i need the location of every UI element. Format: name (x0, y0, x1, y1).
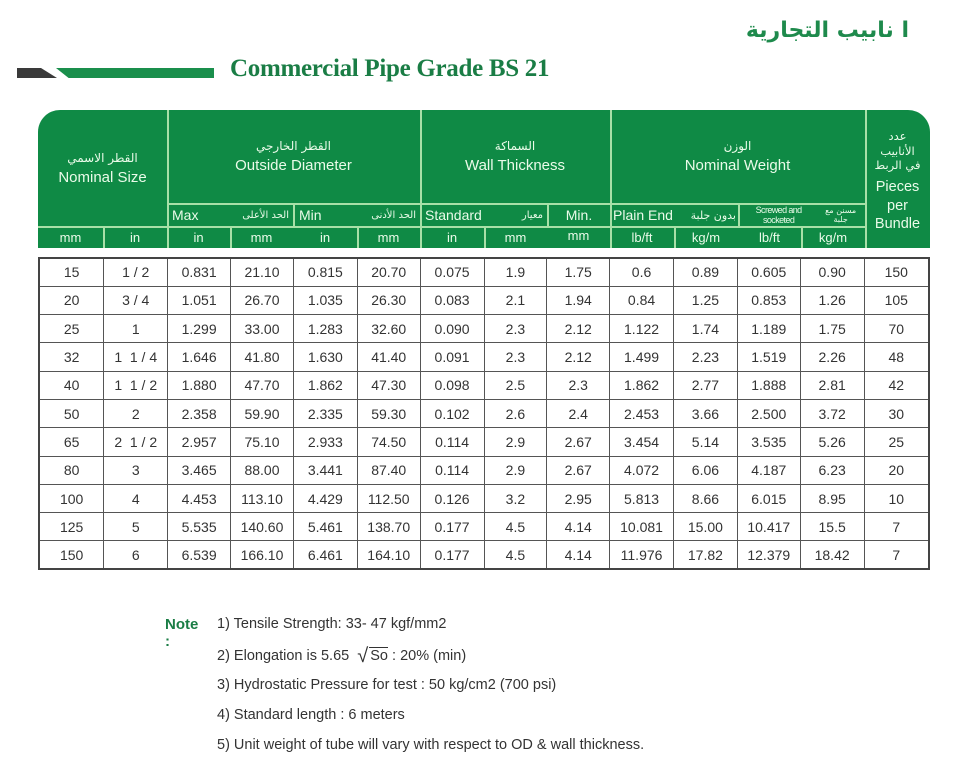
table-row (39, 513, 929, 541)
table-cell: 3.66 (673, 399, 737, 427)
table-cell: 0.126 (420, 484, 484, 512)
table-cell: 0.6 (610, 258, 674, 286)
note-item-1: 1) Tensile Strength: 33- 47 kgf/mm2 (217, 616, 447, 632)
table-cell: 0.84 (610, 286, 674, 314)
table-cell: 0.091 (420, 343, 484, 371)
table-cell: 3.535 (737, 428, 800, 456)
table-cell: 150 (864, 258, 929, 286)
table-cell: 0.083 (420, 286, 484, 314)
table-cell: 1.880 (168, 371, 231, 399)
table-cell: 80 (39, 456, 104, 484)
unit-min-mm: mm (377, 230, 400, 245)
table-cell: 2.81 (800, 371, 864, 399)
table-cell: 2.67 (547, 456, 610, 484)
table-cell: 47.30 (357, 371, 420, 399)
pieces-ar: عدد الأنابيب في الربط (874, 129, 921, 172)
table-cell: 10 (864, 484, 929, 512)
table-cell: 6.539 (168, 541, 231, 569)
table-cell: 0.90 (800, 258, 864, 286)
table-cell: 3.454 (610, 428, 674, 456)
table-cell: 164.10 (357, 541, 420, 569)
table-cell: 0.831 (168, 258, 231, 286)
table-cell: 112.50 (357, 484, 420, 512)
table-cell: 0.177 (420, 513, 484, 541)
unit-nominal-mm: mm (59, 230, 82, 245)
table-cell: 33.00 (231, 315, 294, 343)
nominal-weight-ar: الوزن (723, 139, 752, 153)
pipe-spec-table (38, 257, 930, 570)
plain-end-ar: بدون جلبة (690, 208, 736, 222)
table-cell: 1.888 (737, 371, 800, 399)
table-cell: 3.72 (800, 399, 864, 427)
table-cell: 10.081 (610, 513, 674, 541)
table-cell: 40 (39, 371, 104, 399)
table-cell: 20 (39, 286, 104, 314)
table-row (39, 315, 929, 343)
table-cell: 2.1 (484, 286, 547, 314)
table-cell: 32.60 (357, 315, 420, 343)
note-item-5: 5) Unit weight of tube will vary with respect to OD & wall thickness. (217, 737, 645, 753)
table-cell: 2.933 (293, 428, 357, 456)
table-cell: 125 (39, 513, 104, 541)
table-cell: 140.60 (231, 513, 294, 541)
header-nominal-size (38, 110, 167, 226)
table-cell: 41.40 (357, 343, 420, 371)
subheader-plain-end (611, 204, 738, 226)
table-cell: 0.114 (420, 456, 484, 484)
table-cell: 1.035 (293, 286, 357, 314)
table-cell: 7 (864, 513, 929, 541)
table-cell: 88.00 (231, 456, 294, 484)
table-cell: 2.12 (547, 315, 610, 343)
table-cell: 5 (104, 513, 168, 541)
table-cell: 65 (39, 428, 104, 456)
table-row (39, 258, 929, 286)
table-cell: 42 (864, 371, 929, 399)
table-cell: 2.6 (484, 399, 547, 427)
table-cell: 3.441 (293, 456, 357, 484)
table-cell: 11.976 (610, 541, 674, 569)
screwed-en: Screwed and socketed (755, 205, 802, 225)
table-cell: 4.14 (547, 513, 610, 541)
table-cell: 48 (864, 343, 929, 371)
table-cell: 5.14 (673, 428, 737, 456)
table-cell: 0.102 (420, 399, 484, 427)
table-cell: 2.4 (547, 399, 610, 427)
table-cell: 2.453 (610, 399, 674, 427)
table-cell: 2.67 (547, 428, 610, 456)
note-item-4: 4) Standard length : 6 meters (217, 707, 405, 723)
table-cell: 0.89 (673, 258, 737, 286)
table-cell: 1 (104, 315, 168, 343)
subheader-min-thickness: Min. (565, 207, 593, 223)
table-cell: 1.94 (547, 286, 610, 314)
table-cell: 6.461 (293, 541, 357, 569)
table-cell: 2.12 (547, 343, 610, 371)
table-row (39, 343, 929, 371)
table-cell: 0.098 (420, 371, 484, 399)
table-row (39, 541, 929, 569)
max-en: Max (172, 207, 199, 223)
table-cell: 150 (39, 541, 104, 569)
table-cell: 6 (104, 541, 168, 569)
decorative-green-bar (56, 68, 214, 78)
table-cell: 26.30 (357, 286, 420, 314)
unit-nominal-in: in (129, 230, 141, 245)
table-cell: 59.90 (231, 399, 294, 427)
table-cell: 5.26 (800, 428, 864, 456)
table-cell: 20 (864, 456, 929, 484)
table-cell: 2.26 (800, 343, 864, 371)
table-cell: 1.862 (610, 371, 674, 399)
table-cell: 100 (39, 484, 104, 512)
table-cell: 3 / 4 (104, 286, 168, 314)
table-cell: 1.26 (800, 286, 864, 314)
table-cell: 0.815 (293, 258, 357, 286)
wall-thickness-ar: السماكة (494, 139, 536, 153)
table-cell: 4.14 (547, 541, 610, 569)
table-cell: 8.66 (673, 484, 737, 512)
sqrt-symbol (359, 648, 388, 664)
table-cell: 15.00 (673, 513, 737, 541)
table-cell: 2.3 (547, 371, 610, 399)
unit-standard-mm: mm (504, 230, 527, 245)
table-cell: 21.10 (231, 258, 294, 286)
table-cell: 113.10 (231, 484, 294, 512)
arabic-title: ا نابيب التجارية (745, 18, 909, 43)
subheader-standard (421, 204, 547, 226)
table-cell: 4.072 (610, 456, 674, 484)
table-cell: 2.95 (547, 484, 610, 512)
table-cell: 15 (39, 258, 104, 286)
table-cell: 6.06 (673, 456, 737, 484)
table-cell: 74.50 (357, 428, 420, 456)
table-cell: 3.465 (168, 456, 231, 484)
table-cell: 10.417 (737, 513, 800, 541)
unit-standard-in: in (446, 230, 458, 245)
table-cell: 5.535 (168, 513, 231, 541)
table-cell: 32 (39, 343, 104, 371)
table-cell: 1.299 (168, 315, 231, 343)
table-cell: 0.177 (420, 541, 484, 569)
table-cell: 2.358 (168, 399, 231, 427)
unit-max-in: in (193, 230, 204, 245)
table-cell: 41.80 (231, 343, 294, 371)
table-cell: 59.30 (357, 399, 420, 427)
table-cell: 1.283 (293, 315, 357, 343)
subheader-screwed (739, 204, 865, 226)
subheader-min (295, 204, 420, 226)
table-cell: 2.3 (484, 315, 547, 343)
table-row (39, 428, 929, 456)
table-cell: 3 (104, 456, 168, 484)
table-cell: 4 (104, 484, 168, 512)
table-cell: 0.853 (737, 286, 800, 314)
table-cell: 1.9 (484, 258, 547, 286)
nominal-size-ar: القطر الاسمي (67, 150, 138, 165)
nominal-weight-en: Nominal Weight (684, 157, 791, 174)
table-cell: 1.74 (673, 315, 737, 343)
table-cell: 12.379 (737, 541, 800, 569)
table-cell: 1.122 (610, 315, 674, 343)
table-cell: 2.5 (484, 371, 547, 399)
table-cell: 0.090 (420, 315, 484, 343)
table-cell: 2.957 (168, 428, 231, 456)
unit-min-mm-thickness: mm (567, 228, 590, 243)
table-row (39, 286, 929, 314)
table-cell: 2 (104, 399, 168, 427)
table-cell: 26.70 (231, 286, 294, 314)
table-cell: 1.499 (610, 343, 674, 371)
table-cell: 1 1 / 2 (104, 371, 168, 399)
table-cell: 5.813 (610, 484, 674, 512)
note-item-2 (217, 648, 466, 664)
outside-diameter-ar: القطر الخارجي (256, 139, 331, 153)
table-cell: 1.189 (737, 315, 800, 343)
screwed-ar: مسنن مع جلبة (825, 206, 857, 224)
table-cell: 4.5 (484, 513, 547, 541)
standard-en: Standard (425, 207, 482, 223)
min-ar: الحد الأدنى (371, 209, 416, 221)
table-cell: 0.605 (737, 258, 800, 286)
table-cell: 15.5 (800, 513, 864, 541)
subheader-max (168, 204, 293, 226)
table-cell: 87.40 (357, 456, 420, 484)
page-title: Commercial Pipe Grade BS 21 (230, 55, 550, 82)
table-cell: 47.70 (231, 371, 294, 399)
wall-thickness-en: Wall Thickness (464, 157, 566, 174)
header-wall-thickness (420, 110, 610, 203)
table-row (39, 371, 929, 399)
table-cell: 25 (39, 315, 104, 343)
table-cell: 2.77 (673, 371, 737, 399)
plain-end-en: Plain End (613, 207, 673, 223)
table-cell: 2.9 (484, 456, 547, 484)
table-cell: 0.075 (420, 258, 484, 286)
table-row (39, 399, 929, 427)
table-cell: 2 1 / 2 (104, 428, 168, 456)
table-cell: 30 (864, 399, 929, 427)
unit-plain-kgm: kg/m (691, 230, 721, 245)
table-cell: 0.114 (420, 428, 484, 456)
note-item-2-text: 2) Elongation is 5.65 (217, 648, 350, 664)
table-cell: 20.70 (357, 258, 420, 286)
table-cell: 138.70 (357, 513, 420, 541)
table-cell: 1.862 (293, 371, 357, 399)
table-cell: 75.10 (231, 428, 294, 456)
table-cell: 2.9 (484, 428, 547, 456)
note-label: Note : (165, 616, 199, 650)
outside-diameter-en: Outside Diameter (235, 157, 352, 174)
sqrt-operand: So (370, 648, 388, 664)
unit-min-in: in (319, 230, 331, 245)
table-cell: 105 (864, 286, 929, 314)
table-cell: 1.646 (168, 343, 231, 371)
table-cell: 4.5 (484, 541, 547, 569)
table-cell: 18.42 (800, 541, 864, 569)
table-cell: 1.75 (800, 315, 864, 343)
table-cell: 1.051 (168, 286, 231, 314)
table-cell: 1.25 (673, 286, 737, 314)
note-item-3: 3) Hydrostatic Pressure for test : 50 kg/cm2 (700 psi) (217, 677, 557, 693)
table-cell: 4.187 (737, 456, 800, 484)
header-pieces-per-bundle (865, 114, 930, 248)
table-cell: 2.23 (673, 343, 737, 371)
unit-max-mm: mm (250, 230, 273, 245)
table-cell: 2.500 (737, 399, 800, 427)
table-cell: 1 1 / 4 (104, 343, 168, 371)
max-ar: الحد الأعلى (242, 209, 289, 221)
note-item-2-tail: : 20% (min) (392, 648, 467, 664)
table-cell: 17.82 (673, 541, 737, 569)
table-cell: 4.453 (168, 484, 231, 512)
table-cell: 6.23 (800, 456, 864, 484)
table-cell: 50 (39, 399, 104, 427)
unit-screwed-lbft: lb/ft (759, 230, 780, 245)
table-cell: 8.95 (800, 484, 864, 512)
table-cell: 1.519 (737, 343, 800, 371)
table-cell: 1.630 (293, 343, 357, 371)
table-cell: 6.015 (737, 484, 800, 512)
table-cell: 4.429 (293, 484, 357, 512)
header-nominal-weight (610, 110, 865, 203)
table-cell: 2.335 (293, 399, 357, 427)
table-row (39, 484, 929, 512)
nominal-size-en: Nominal Size (58, 168, 147, 186)
table-cell: 3.2 (484, 484, 547, 512)
unit-screwed-kgm: kg/m (818, 230, 848, 245)
standard-ar: معيار (521, 209, 543, 221)
table-cell: 2.3 (484, 343, 547, 371)
header-outside-diameter (167, 110, 420, 203)
table-cell: 166.10 (231, 541, 294, 569)
table-cell: 1.75 (547, 258, 610, 286)
unit-plain-lbft: lb/ft (631, 230, 653, 245)
table-row (39, 456, 929, 484)
table-cell: 70 (864, 315, 929, 343)
table-cell: 1 / 2 (104, 258, 168, 286)
table-cell: 25 (864, 428, 929, 456)
pieces-en: Pieces per Bundle (874, 179, 921, 232)
table-header (38, 110, 930, 248)
decorative-dark-bar (17, 68, 57, 78)
table-cell: 7 (864, 541, 929, 569)
min-en: Min (299, 207, 322, 223)
table-cell: 5.461 (293, 513, 357, 541)
